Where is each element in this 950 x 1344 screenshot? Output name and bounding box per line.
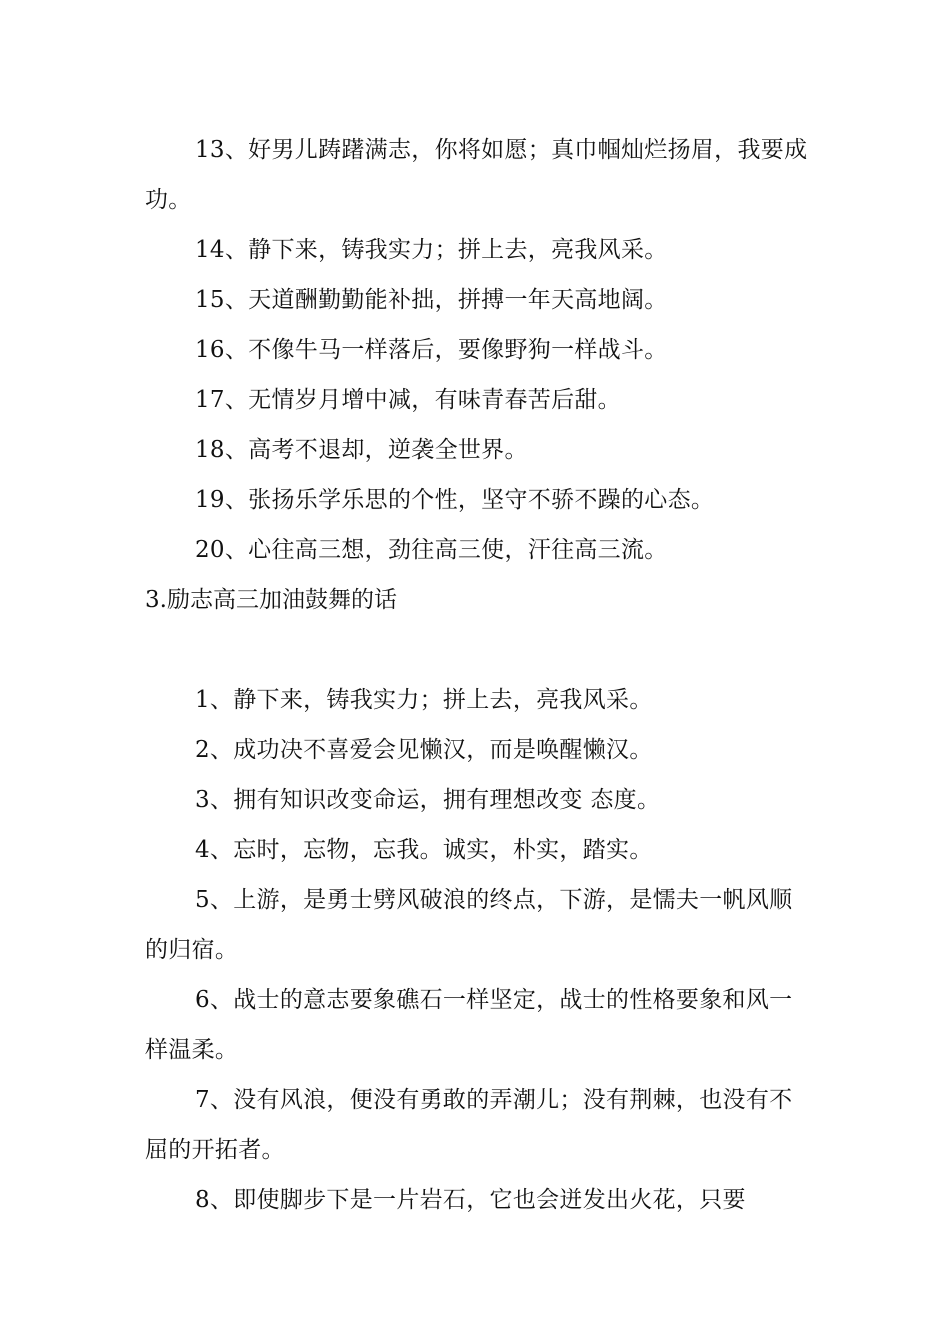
list-item: 2、成功决不喜爱会见懒汉，而是唤醒懒汉。 [195,737,653,763]
list-item: 16、不像牛马一样落后，要像野狗一样战斗。 [195,337,668,363]
list-item: 1、静下来，铸我实力；拼上去，亮我风采。 [195,687,653,713]
list-item: 20、心往高三想，劲往高三使，汗往高三流。 [195,537,668,563]
list-item: 18、高考不退却，逆袭全世界。 [195,437,528,463]
list-item: 19、张扬乐学乐思的个性，坚守不骄不躁的心态。 [195,487,715,513]
list-item: 6、战士的意志要象礁石一样坚定，战士的性格要象和风一样温柔。 [145,987,793,1063]
list-item: 5、上游，是勇士劈风破浪的终点，下游，是懦夫一帆风顺的归宿。 [145,887,793,963]
list-item: 14、静下来，铸我实力；拼上去，亮我风采。 [195,237,668,263]
section-heading: 3.励志高三加油鼓舞的话 [145,587,397,613]
list-item: 13、好男儿踌躇满志，你将如愿；真巾帼灿烂扬眉，我要成功。 [145,137,808,213]
list-item: 4、忘时，忘物，忘我。诚实，朴实，踏实。 [195,837,653,863]
list-item: 8、即使脚步下是一片岩石，它也会迸发出火花，只要 [195,1187,746,1213]
list-item: 15、天道酬勤勤能补拙，拼搏一年天高地阔。 [195,287,668,313]
blank-line [145,625,810,675]
document-body [145,125,810,1225]
list-item: 17、无情岁月增中减，有味青春苦后甜。 [195,387,621,413]
list-item: 3、拥有知识改变命运，拥有理想改变 态度。 [195,787,661,813]
list-item: 7、没有风浪，便没有勇敢的弄潮儿；没有荆棘，也没有不屈的开拓者。 [145,1087,793,1163]
